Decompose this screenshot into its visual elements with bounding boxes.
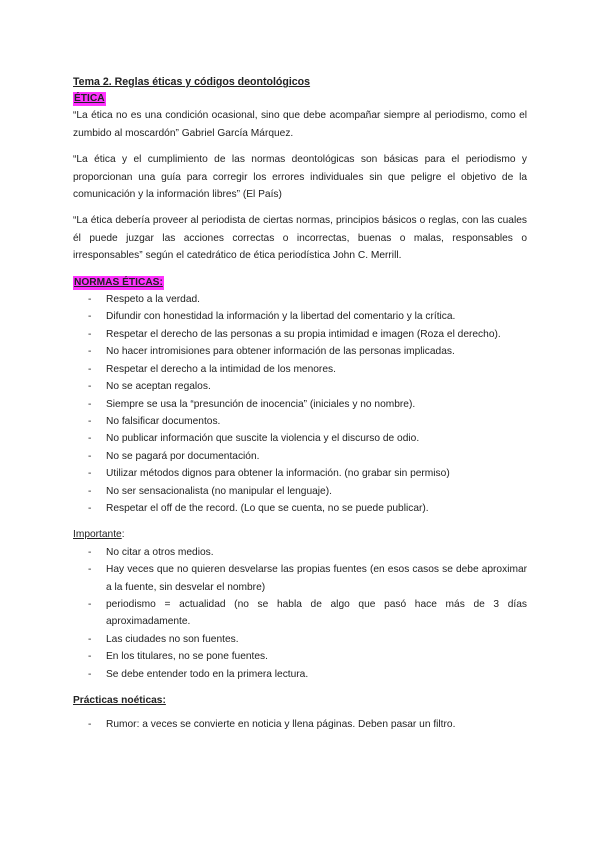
list-item-text: No hacer intromisiones para obtener información de las personas implicadas. [106,346,455,358]
list-item-text: Rumor: a veces se convierte en noticia y llena páginas. Deben pasar un filtro. [106,719,456,731]
normas-heading: NORMAS ÉTICAS: [74,276,163,288]
list-item-text: No falsificar documentos. [106,415,221,427]
dash-bullet-icon: - [88,546,92,558]
list-item-text: Respetar el derecho a la intimidad de los menores. [106,363,336,375]
list-item [73,596,527,631]
etica-heading-wrap [73,90,527,107]
dash-bullet-icon: - [88,719,92,731]
list-item [73,326,527,343]
list-item-text: periodismo = actualidad (no se habla de algo que pasó hace más de 3 días aproximadamente. [106,598,527,628]
list-item-text: Difundir con honestidad la información y la libertad del comentario y la crítica. [106,311,456,323]
list-item [73,716,527,733]
list-item-text: Respetar el off de the record. (Lo que se cuenta, no se puede publicar). [106,502,429,514]
list-item [73,430,527,447]
list-item-text: No citar a otros medios. [106,546,214,558]
quote-merrill: “La ética debería proveer al periodista de ciertas normas, principios básicos o reglas, con las cuales él puede juzgar las acciones correctas o incorrectas, buenas o malas, responsables o irresponsables” según el catedrático de ética periodística John C. Merrill. [73,215,527,262]
dash-bullet-icon: - [88,328,92,340]
list-item [73,291,527,308]
list-item [73,413,527,430]
dash-bullet-icon: - [88,433,92,445]
dash-bullet-icon: - [88,363,92,375]
list-item [73,308,527,325]
dash-bullet-icon: - [88,668,92,680]
dash-bullet-icon: - [88,398,92,410]
list-item-text: No se pagará por documentación. [106,450,260,462]
importante-colon: : [121,529,125,541]
dash-bullet-icon: - [88,598,92,610]
list-item-text: Respeto a la verdad. [106,294,201,306]
list-item [73,544,527,561]
practicas-heading: Prácticas noéticas: [73,695,166,706]
dash-bullet-icon: - [88,415,92,427]
list-item-text: Se debe entender todo en la primera lectura. [106,668,309,680]
etica-heading: ÉTICA [74,93,105,104]
list-item [73,448,527,465]
list-item-text: Siempre se usa la “presunción de inocencia” (iniciales y no nombre). [106,398,416,410]
list-item-text: No ser sensacionalista (no manipular el lenguaje). [106,485,332,497]
page-title: Tema 2. Reglas éticas y códigos deontológicos [73,76,311,88]
normas-list [73,291,527,517]
list-item-text: En los titulares, no se pone fuentes. [106,651,268,663]
list-item [73,666,527,683]
quote-garcia-marquez: “La ética no es una condición ocasional, sino que debe acompañar siempre al periodismo, como el zumbido al moscardón” Gabriel García Márquez. [73,110,527,139]
dash-bullet-icon: - [88,485,92,497]
list-item [73,343,527,360]
list-item [73,378,527,395]
list-item [73,483,527,500]
dash-bullet-icon: - [88,381,92,393]
list-item [73,648,527,665]
normas-heading-wrap [73,274,527,291]
list-item-text: Utilizar métodos dignos para obtener la información. (no grabar sin permiso) [106,468,450,480]
list-item-text: No se aceptan regalos. [106,381,211,393]
list-item [73,396,527,413]
list-item-text: Las ciudades no son fuentes. [106,633,239,645]
list-item-text: No publicar información que suscite la violencia y el discurso de odio. [106,433,420,445]
importante-heading-wrap [73,526,527,543]
list-item-text: Respetar el derecho de las personas a su propia intimidad e imagen (Roza el derecho). [106,328,501,340]
dash-bullet-icon: - [88,502,92,514]
dash-bullet-icon: - [88,651,92,663]
dash-bullet-icon: - [88,564,92,576]
list-item [73,561,527,596]
list-item-text: Hay veces que no quieren desvelarse las propias fuentes (en esos casos se debe aproximar a la fuente, sin desvelar el nombre) [106,564,527,593]
importante-heading: Importante [73,529,122,541]
dash-bullet-icon: - [88,468,92,480]
practicas-list [73,716,527,733]
quote-el-pais: “La ética y el cumplimiento de las normas deontológicas son básicas para el periodismo y proporcionan una guía para corregir los errores individuales sin que peligre el objetivo de la comunicación y la información libres” (El País) [73,154,527,201]
list-item [73,631,527,648]
dash-bullet-icon: - [88,294,92,306]
list-item [73,361,527,378]
dash-bullet-icon: - [88,346,92,358]
practicas-heading-wrap [73,692,527,709]
list-item [73,500,527,517]
dash-bullet-icon: - [88,311,92,323]
dash-bullet-icon: - [88,450,92,462]
dash-bullet-icon: - [88,633,92,645]
list-item [73,465,527,482]
importante-list [73,544,527,683]
